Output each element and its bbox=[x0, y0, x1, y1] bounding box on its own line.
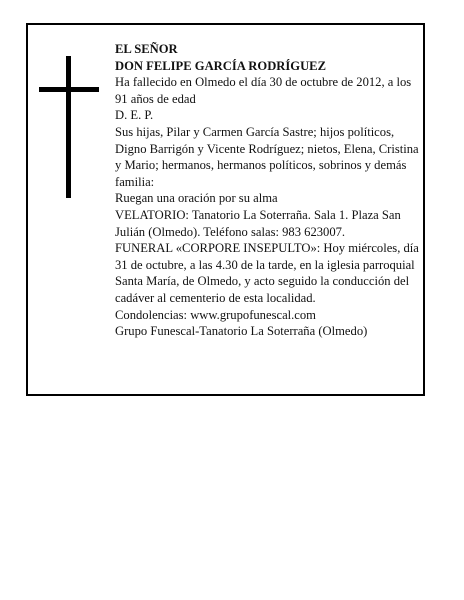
prayer-request: Ruegan una oración por su alma bbox=[115, 191, 278, 206]
cross-vertical-bar bbox=[66, 56, 71, 198]
wake-info: VELATORIO: Tanatorio La Soterraña. Sala 1. Plaza San Julián (Olmedo). Teléfono salas: 983 623007. bbox=[115, 207, 401, 239]
condolences-info: Condolencias: www.grupofunescal.com bbox=[115, 307, 316, 322]
family-list: Sus hijas, Pilar y Carmen García Sastre; hijos políticos, Digno Barrigón y Vicente Rodríguez; nietos, Elena, Cristina y Mario; hermanos, hermanos políticos, sobrinos y demás familia: bbox=[115, 124, 419, 189]
cross-icon bbox=[39, 56, 99, 198]
notice-text bbox=[115, 41, 420, 340]
notice-heading-title: EL SEÑOR bbox=[115, 42, 178, 56]
rip-abbreviation: D. E. P. bbox=[115, 108, 154, 123]
funeral-home-name: Grupo Funescal-Tanatorio La Soterraña (Olmedo) bbox=[115, 324, 368, 339]
obituary-notice bbox=[26, 23, 425, 396]
death-announcement: Ha fallecido en Olmedo el día 30 de octubre de 2012, a los 91 años de edad bbox=[115, 75, 412, 106]
funeral-info: FUNERAL «CORPORE INSEPULTO»: Hoy miércoles, día 31 de octubre, a las 4.30 de la tarde, en la iglesia parroquial Santa María, de Olmedo, y acto seguido la conducción del cadáver al cementerio de esta localidad. bbox=[115, 241, 419, 305]
cross-horizontal-bar bbox=[39, 87, 99, 92]
deceased-name: DON FELIPE GARCÍA RODRÍGUEZ bbox=[115, 58, 326, 73]
